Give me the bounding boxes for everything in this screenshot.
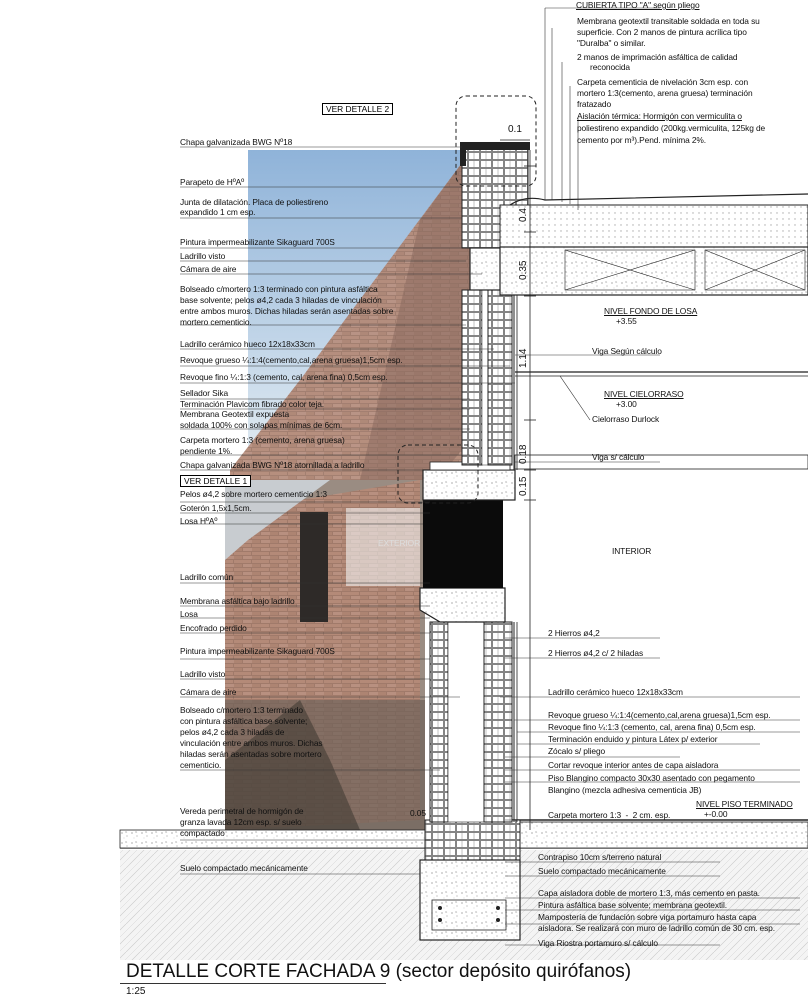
label-terminacion: Terminación Plavicom fibrado color teja. [180, 399, 325, 409]
label-chapa: Chapa galvanizada BWG Nº18 [180, 137, 293, 147]
label-bolseado-1: Bolseado c/mortero 1:3 terminado con pintura asfáltica [180, 284, 378, 294]
label-pelos: Pelos ø4,2 sobre mortero cementicio 1:3 [180, 489, 327, 499]
foundation [420, 820, 520, 940]
dim-1-14: 1.14 [518, 348, 529, 368]
label-sellador: Sellador Sika [180, 388, 229, 398]
label-viga-calculo: Viga Según cálculo [592, 346, 662, 356]
label-camara: Cámara de aire [180, 264, 237, 274]
label-losa: Losa [180, 609, 198, 619]
label-vereda-3: compactado [180, 828, 225, 838]
label-imprimacion-2: reconocida [590, 62, 630, 72]
drawing-title: DETALLE CORTE FACHADA 9 (sector depósito quirófanos) [126, 961, 632, 982]
label-mamposteria-1: Mampostería de fundación sobre viga portamuro hasta capa [538, 912, 757, 922]
label-bolseado-3: entre ambos muros. Dichas hiladas serán asentadas sobre [180, 306, 394, 316]
label-mamposteria-2: aisladora. Se realizará con muro de ladrillo común de 30 cm. esp. [538, 923, 775, 933]
label-cortar-revoque: Cortar revoque interior antes de capa aisladora [548, 760, 719, 770]
label-bolseado2-5: hiladas serán asentadas sobre mortero [180, 749, 322, 759]
dim-0-18: 0.18 [518, 444, 529, 464]
zone-interior: INTERIOR [612, 546, 652, 556]
label-bolseado2-2: con pintura asfáltica base solvente; [180, 716, 308, 726]
label-revoque-fino-right: Revoque fino ¼:1:3 (cemento, cal, arena fina) 0,5cm esp. [548, 722, 756, 732]
level-fondo-losa-value: +3.55 [616, 316, 637, 326]
label-capa-aisladora-2: Pintura asfáltica base solvente; membrana geotextil. [538, 900, 727, 910]
label-aislacion-3: cemento por m³).Pend. mínima 2%. [577, 135, 706, 145]
label-carpeta-1: Carpeta mortero 1:3 (cemento, arena gruesa) [180, 435, 345, 445]
label-membrana-asfaltica: Membrana asfáltica bajo ladrillo [180, 596, 295, 606]
label-revoque-fino: Revoque fino ¼:1:3 (cemento, cal, arena fina) 0,5cm esp. [180, 372, 388, 382]
drawing-scale: 1:25 [126, 986, 146, 997]
label-vereda-1: Vereda perimetral de hormigón de [180, 806, 304, 816]
detail-1-reference[interactable]: VER DETALLE 1 [180, 475, 251, 487]
label-pintura: Pintura impermeabilizante Sikaguard 700S [180, 237, 335, 247]
label-viga-s-calculo: Viga s/ cálculo [592, 452, 645, 462]
label-goteron: Goterón 1,5x1,5cm. [180, 503, 252, 513]
label-ladrillo-visto: Ladrillo visto [180, 251, 226, 261]
lower-wall [430, 622, 517, 822]
label-membrana-geotextil-1: Membrana geotextil transitable soldada en toda su [577, 16, 760, 26]
label-imprimacion-1: 2 manos de imprimación asfáltica de calidad [577, 52, 738, 62]
label-bolseado-2: base solvente; pelos ø4,2 cada 3 hiladas de vinculación [180, 295, 382, 305]
label-membrana-geotextil-1: Membrana Geotextil expuesta [180, 409, 290, 419]
label-junta-2: expandido 1 cm esp. [180, 207, 256, 217]
label-aislacion-2: poliestireno expandido (200kg.vermiculita, 125kg de [577, 123, 766, 133]
label-cubierta: CUBIERTA TIPO "A" según pliego [576, 0, 700, 10]
dim-0-15: 0.15 [518, 476, 529, 496]
label-aislacion-1: Aislación térmica: Hormigón con vermiculita o [577, 111, 742, 121]
label-piso-1: Piso Blangino compacto 30x30 asentado con pegamento [548, 773, 755, 783]
zone-exterior: EXTERIOR [378, 538, 421, 548]
level-fondo-losa: NIVEL FONDO DE LOSA [604, 306, 698, 316]
label-zocalo: Zócalo s/ pliego [548, 746, 606, 756]
label-membrana-geotextil-2: soldada 100% con solapas mínimas de 6cm. [180, 420, 343, 430]
level-piso: NIVEL PISO TERMINADO [696, 799, 793, 809]
label-bolseado2-4: vinculación entre ambos muros. Dichas [180, 738, 323, 748]
label-carpeta-right: Carpeta mortero 1:3 - 2 cm. esp. [548, 810, 671, 820]
label-bolseado2-6: cementicio. [180, 760, 222, 770]
label-bolseado-4: mortero cementicio. [180, 317, 252, 327]
label-viga-riostra: Viga Riostra portamuro s/ cálculo [538, 938, 658, 948]
label-carpeta-3: fratazado [577, 99, 612, 109]
label-losa-ha: Losa HºAº [180, 516, 218, 526]
label-ladrillo-hueco-right: Ladrillo cerámico hueco 12x18x33cm [548, 687, 683, 697]
label-hierros-2: 2 Hierros ø4,2 c/ 2 hiladas [548, 648, 644, 658]
label-suelo-right: Suelo compactado mecánicamente [538, 866, 666, 876]
label-piso-2: Blangino (mezcla adhesiva cementicia JB) [548, 785, 702, 795]
label-cielorraso-durlock: Cielorraso Durlock [592, 414, 660, 424]
label-terminacion-right: Terminación enduido y pintura Látex p/ exterior [548, 734, 718, 744]
label-ladrillo-hueco: Ladrillo cerámico hueco 12x18x33cm [180, 339, 315, 349]
level-cielorraso-value: +3.00 [616, 399, 637, 409]
label-bolseado2-1: Bolseado c/mortero 1:3 terminado [180, 705, 303, 715]
label-contrapiso: Contrapiso 10cm s/terreno natural [538, 852, 662, 862]
level-piso-value: +-0.00 [704, 809, 728, 819]
dim-0-1: 0.1 [508, 124, 522, 135]
label-ladrillo-comun: Ladrillo común [180, 572, 234, 582]
label-membrana-geotextil-3: "Duralba" o similar. [577, 38, 646, 48]
label-bolseado2-3: pelos ø4,2 cada 3 hiladas de [180, 727, 285, 737]
label-junta-1: Junta de dilatación. Placa de poliestireno [180, 197, 329, 207]
label-revoque-grueso-right: Revoque grueso ¼:1:4(cemento,cal,arena gruesa)1,5cm esp. [548, 710, 771, 720]
dim-0-05: 0.05 [410, 808, 426, 818]
label-chapa-atornillada: Chapa galvanizada BWG Nº18 atornillada a ladrillo [180, 460, 365, 470]
label-parapeto: Parapeto de HºAº [180, 177, 245, 187]
label-camara-2: Cámara de aire [180, 687, 237, 697]
detail-2-reference[interactable]: VER DETALLE 2 [322, 103, 393, 115]
label-carpeta-1: Carpeta cementicia de nivelación 3cm esp. con [577, 77, 749, 87]
label-hierros-1: 2 Hierros ø4,2 [548, 628, 600, 638]
label-capa-aisladora-1: Capa aisladora doble de mortero 1:3, más cemento en pasta. [538, 888, 760, 898]
sill-slab [420, 462, 515, 622]
label-suelo: Suelo compactado mecánicamente [180, 863, 308, 873]
level-cielorraso: NIVEL CIELORRASO [604, 389, 684, 399]
label-encofrado: Encofrado perdido [180, 623, 247, 633]
upper-wall [462, 290, 517, 470]
label-vereda-2: granza lavada 12cm esp. s/ suelo [180, 817, 302, 827]
dim-0-4: 0.4 [518, 208, 529, 222]
label-pintura-2: Pintura impermeabilizante Sikaguard 700S [180, 646, 335, 656]
label-ladrillo-visto-2: Ladrillo visto [180, 669, 226, 679]
label-revoque-grueso: Revoque grueso ¼:1:4(cemento,cal,arena gruesa)1,5cm esp. [180, 355, 403, 365]
title-underline [120, 983, 386, 984]
label-carpeta-2: pendiente 1%. [180, 446, 233, 456]
dim-0-35: 0.35 [518, 260, 529, 280]
label-carpeta-2: mortero 1:3(cemento, arena gruesa) terminación [577, 88, 753, 98]
label-membrana-geotextil-2: superficie. Con 2 manos de pintura acrílica tipo [577, 27, 747, 37]
